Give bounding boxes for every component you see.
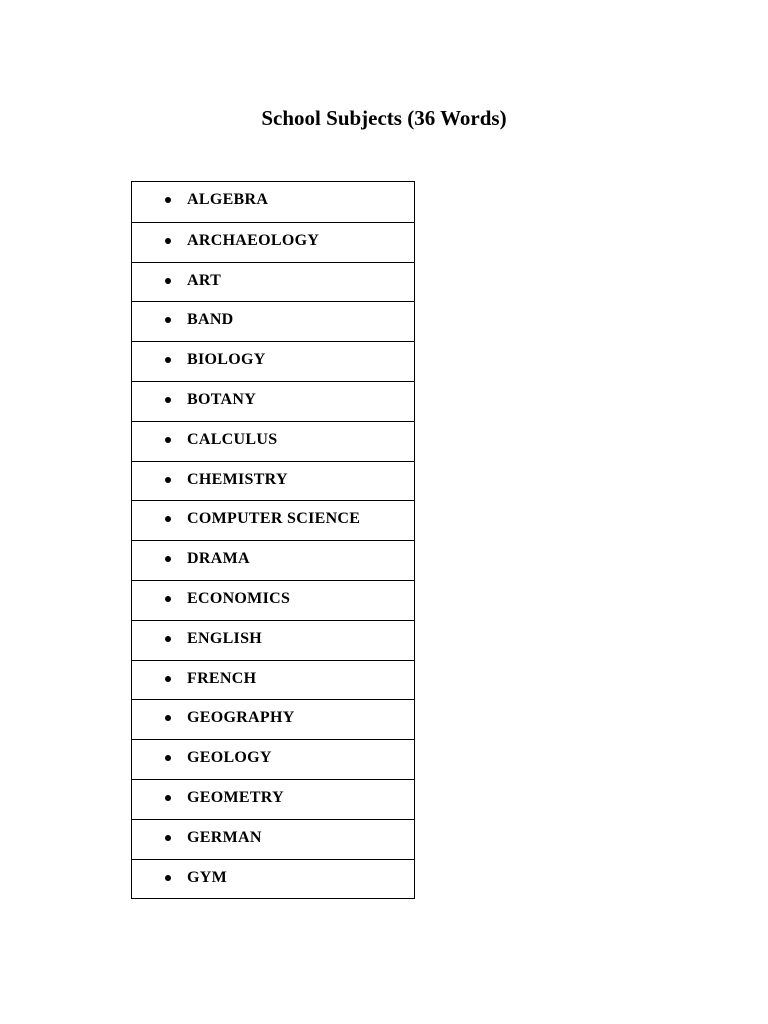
word-label: GYM [187, 868, 228, 886]
word-label: COMPUTER SCIENCE [187, 510, 361, 528]
table-row [132, 699, 414, 739]
table-row [132, 262, 414, 302]
word-label: CALCULUS [187, 430, 278, 448]
table-row [132, 620, 414, 660]
bullet-icon [165, 516, 171, 522]
word-label: ENGLISH [187, 629, 263, 647]
word-table [131, 181, 415, 899]
table-row [132, 540, 414, 580]
table-row [132, 660, 414, 700]
word-label: ARCHAEOLOGY [187, 231, 320, 249]
bullet-icon [165, 676, 171, 682]
table-row [132, 182, 414, 222]
word-label: ECONOMICS [187, 589, 291, 607]
bullet-icon [165, 317, 171, 323]
bullet-icon [165, 397, 171, 403]
word-label: CHEMISTRY [187, 470, 288, 488]
bullet-icon [165, 197, 171, 203]
table-row [132, 341, 414, 381]
word-label: BOTANY [187, 390, 257, 408]
bullet-icon [165, 795, 171, 801]
table-row [132, 301, 414, 341]
table-row [132, 222, 414, 262]
bullet-icon [165, 357, 171, 363]
table-row [132, 421, 414, 461]
table-row [132, 461, 414, 501]
bullet-icon [165, 636, 171, 642]
word-label: BAND [187, 311, 234, 329]
bullet-icon [165, 755, 171, 761]
word-label: GEOLOGY [187, 749, 272, 767]
word-label: FRENCH [187, 669, 257, 687]
bullet-icon [165, 238, 171, 244]
page-title: School Subjects (36 Words) [261, 106, 507, 130]
table-row [132, 819, 414, 859]
table-row [132, 381, 414, 421]
bullet-icon [165, 875, 171, 881]
word-label: DRAMA [187, 550, 250, 568]
bullet-icon [165, 835, 171, 841]
word-label: GEOGRAPHY [187, 709, 295, 727]
word-label: BIOLOGY [187, 351, 266, 369]
bullet-icon [165, 477, 171, 483]
word-label: ART [187, 271, 222, 289]
table-row [132, 739, 414, 779]
bullet-icon [165, 556, 171, 562]
word-label: ALGEBRA [187, 191, 269, 208]
bullet-icon [165, 596, 171, 602]
bullet-icon [165, 278, 171, 284]
word-label: GEOMETRY [187, 788, 284, 806]
table-row [132, 580, 414, 620]
bullet-icon [165, 715, 171, 721]
table-row [132, 779, 414, 819]
table-row [132, 859, 414, 899]
bullet-icon [165, 437, 171, 443]
table-row [132, 500, 414, 540]
word-label: GERMAN [187, 828, 262, 846]
